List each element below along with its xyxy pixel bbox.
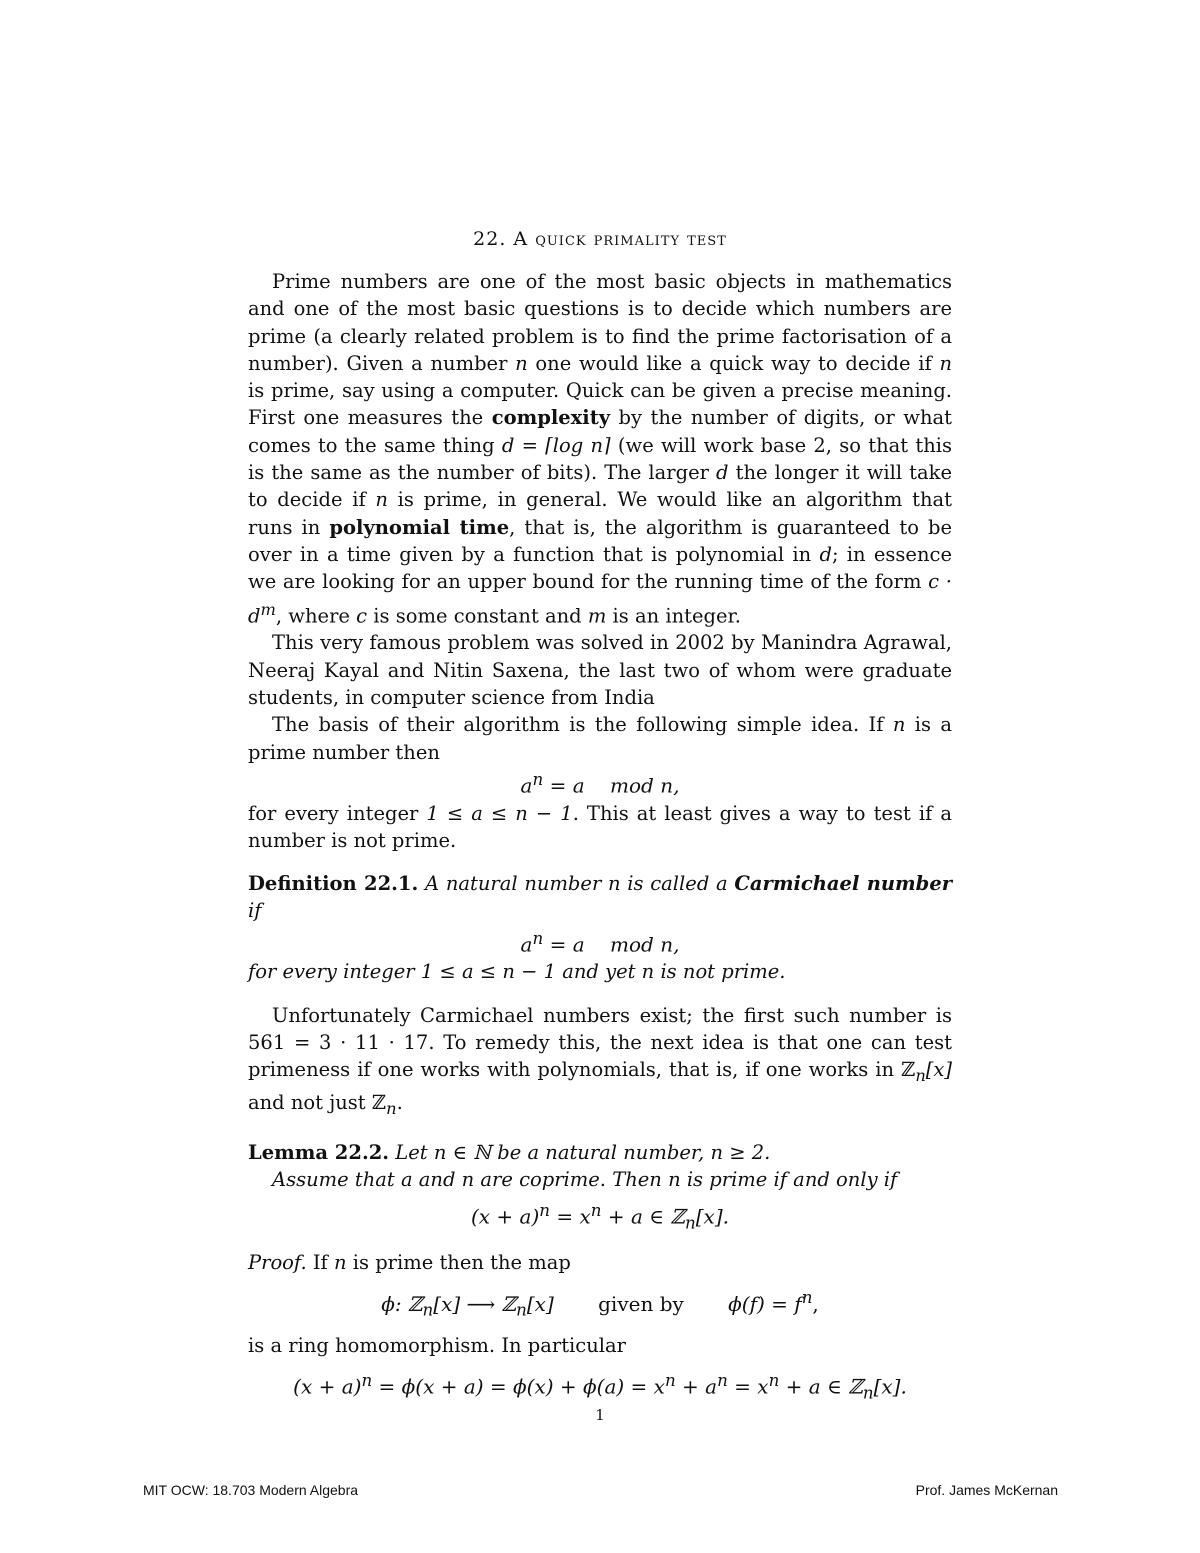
equation-lemma bbox=[248, 1197, 952, 1237]
math-exponent: n bbox=[532, 769, 544, 789]
math-map: ϕ: ℤ bbox=[381, 1291, 423, 1316]
text: . To remedy this, the next idea is that one can test primeness if one works with polynomials, that is, if one works in bbox=[248, 1030, 952, 1082]
text: A natural number n is called a bbox=[425, 872, 735, 896]
intro-paragraph bbox=[248, 268, 952, 1407]
math-exponent: n bbox=[590, 1201, 602, 1221]
math-term: + a ∈ ℤ bbox=[779, 1374, 863, 1399]
math-exponent: n bbox=[801, 1288, 813, 1308]
math-var: m bbox=[587, 604, 607, 628]
math-exponent: m bbox=[260, 599, 276, 619]
equation-map bbox=[248, 1284, 952, 1324]
page-number: 1 bbox=[595, 1406, 605, 1424]
text: by the number of digits, or what comes to the same thing bbox=[248, 406, 952, 457]
math-var: n bbox=[892, 713, 906, 737]
text: is a prime number then bbox=[248, 713, 952, 764]
text: is prime, say using a computer. Quick can be given a precise meaning. First one measures the bbox=[248, 379, 952, 430]
text: is prime, in general. We would like an algorithm that runs in bbox=[248, 488, 952, 539]
math-subscript: n bbox=[685, 1213, 696, 1233]
text: If bbox=[306, 1250, 334, 1274]
text: , that is, the algorithm is guaranteed to be over in a time given by a function that is polynomial in bbox=[248, 515, 953, 566]
math-exponent: n bbox=[539, 1201, 550, 1221]
text: Let n ∈ ℕ be a natural number, n ≥ 2. bbox=[395, 1140, 771, 1164]
equation-carmichael bbox=[248, 925, 952, 959]
text: , where bbox=[275, 604, 357, 628]
test-paragraph bbox=[248, 800, 952, 855]
text: is some constant and bbox=[367, 604, 588, 628]
ring-homomorphism-text: is a ring homomorphism. In particular bbox=[248, 1333, 626, 1357]
lemma-label: Lemma 22.2. bbox=[248, 1140, 390, 1164]
proof-label: Proof. bbox=[248, 1250, 307, 1274]
definition-label: Definition 22.1. bbox=[248, 872, 419, 896]
math-subscript: n bbox=[516, 1300, 527, 1320]
text: is prime then the map bbox=[346, 1250, 571, 1274]
footer-course: MIT OCW: 18.703 Modern Algebra bbox=[143, 1482, 359, 1498]
math-function: ϕ(f) = f bbox=[728, 1291, 802, 1316]
text: (we will work base 2, so that this is the same as the number of bits). The larger bbox=[248, 433, 953, 485]
lemma bbox=[248, 1139, 952, 1166]
proof bbox=[248, 1249, 952, 1276]
text: Unfortunately Carmichael numbers exist; the first such number is bbox=[272, 1003, 952, 1027]
math-rest: = a mod n, bbox=[543, 932, 680, 957]
equation-fermat bbox=[248, 766, 952, 800]
math-mid: = x bbox=[550, 1204, 591, 1229]
math-map: [x] bbox=[526, 1291, 554, 1316]
math-subscript: n bbox=[915, 1066, 926, 1086]
math-ring: ℤ bbox=[371, 1091, 387, 1115]
bold-term: polynomial time bbox=[329, 515, 510, 539]
math-subscript: n bbox=[422, 1300, 434, 1320]
math-term: [x]. bbox=[873, 1374, 907, 1399]
text: is an integer. bbox=[606, 604, 741, 628]
text: the longer it will take to decide if bbox=[248, 461, 952, 512]
text: for every integer bbox=[248, 801, 427, 825]
math-term: = ϕ(x + a) = ϕ(x) + ϕ(a) = x bbox=[372, 1374, 665, 1399]
text: ; in essence we are looking for an upper bound for the running time of the form bbox=[248, 542, 952, 594]
math-var: c bbox=[356, 604, 368, 628]
math-var: n bbox=[375, 488, 388, 512]
math-var: n bbox=[515, 351, 528, 375]
text: . bbox=[396, 1091, 403, 1115]
given-by-text: given by bbox=[598, 1291, 684, 1316]
math-var: n bbox=[939, 351, 953, 375]
text: if bbox=[248, 899, 262, 923]
text: Prime numbers are one of the most basic objects in mathematics and one of the most basic questions is to decide which numbers are prime (a clearly related problem is to find the prime factorisation of a number). Given a number bbox=[248, 270, 952, 375]
math-formula: 1 ≤ a ≤ n − 1 bbox=[426, 801, 573, 825]
math-map: [x] ⟶ ℤ bbox=[433, 1291, 517, 1316]
math-exponent: n bbox=[664, 1371, 676, 1391]
math-rest: , bbox=[812, 1291, 819, 1316]
math-var: d bbox=[716, 461, 729, 485]
definition bbox=[248, 870, 952, 925]
basis-paragraph bbox=[248, 711, 952, 766]
text: and not just bbox=[248, 1091, 372, 1115]
math-exponent: n bbox=[361, 1371, 373, 1391]
math-rest: [x]. bbox=[695, 1204, 729, 1229]
equation-final bbox=[248, 1367, 952, 1407]
math-formula: c · d bbox=[248, 570, 952, 628]
definition-tail: for every integer 1 ≤ a ≤ n − 1 and yet n is not prime. bbox=[248, 960, 786, 984]
lemma-assumption: Assume that a and n are coprime. Then n is prime if and only if bbox=[272, 1167, 898, 1191]
math-formula: 561 = 3 · 11 · 17 bbox=[248, 1030, 429, 1054]
section-title: 22. A quick primality test bbox=[473, 228, 727, 250]
math-exponent: n bbox=[768, 1371, 780, 1391]
math-base: a bbox=[520, 773, 533, 798]
math-term: = x bbox=[727, 1374, 769, 1399]
math-rhs: + a ∈ ℤ bbox=[601, 1204, 686, 1229]
math-lhs: (x + a) bbox=[470, 1204, 540, 1229]
math-var: n bbox=[333, 1250, 347, 1274]
text: . This at least gives a way to test if a number is not prime. bbox=[248, 801, 952, 852]
math-formula: d = ⌈log n⌉ bbox=[501, 433, 611, 457]
text: one would like a quick way to decide if bbox=[527, 351, 940, 375]
carmichael-paragraph bbox=[248, 1002, 952, 1123]
math-var: d bbox=[819, 542, 832, 566]
footer-author: Prof. James McKernan bbox=[915, 1482, 1058, 1498]
math-exponent: n bbox=[532, 928, 544, 948]
bold-term: Carmichael number bbox=[734, 872, 952, 896]
math-subscript: n bbox=[862, 1383, 874, 1403]
math-rest: [x] bbox=[925, 1058, 952, 1082]
bold-term: complexity bbox=[491, 406, 611, 430]
math-subscript: n bbox=[386, 1099, 397, 1119]
math-rest: = a mod n, bbox=[543, 773, 680, 798]
math-base: a bbox=[520, 932, 533, 957]
math-exponent: n bbox=[717, 1371, 728, 1391]
math-term: (x + a) bbox=[293, 1374, 362, 1399]
text: The basis of their algorithm is the following simple idea. If bbox=[272, 713, 893, 737]
history-paragraph: This very famous problem was solved in 2002 by Manindra Agrawal, Neeraj Kayal and Nitin Saxena, the last two of whom were graduate students, in computer science from India bbox=[248, 631, 952, 709]
math-ring: ℤ bbox=[901, 1058, 916, 1082]
math-term: + a bbox=[675, 1374, 718, 1399]
